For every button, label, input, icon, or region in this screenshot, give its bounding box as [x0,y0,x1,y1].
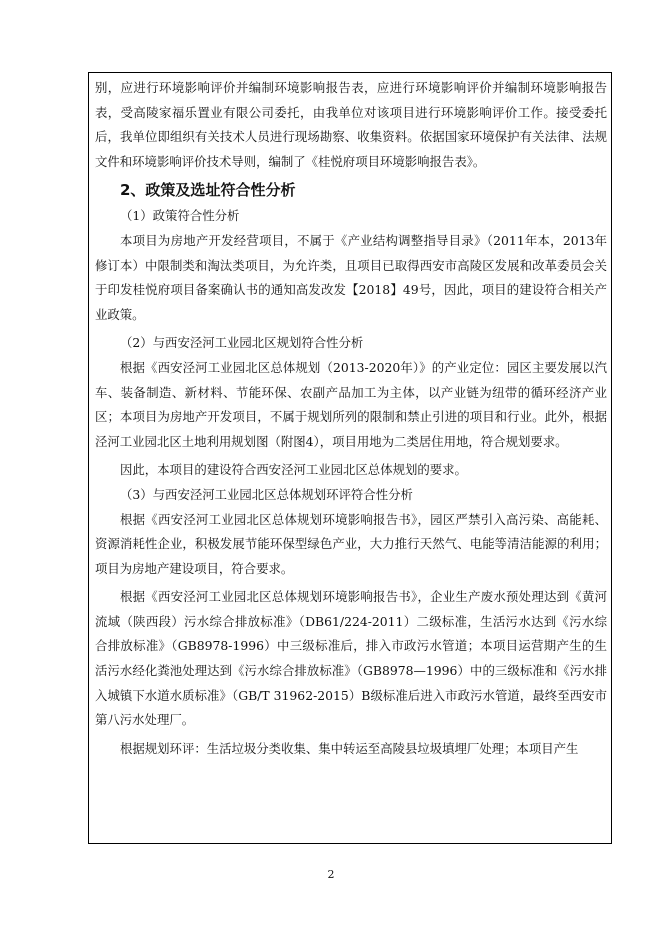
section-heading-policy-siting: 2、政策及选址符合性分析 [120,181,296,200]
paragraph-plan-eia-industry: 根据《西安泾河工业园北区总体规划环境影响报告书》，园区严禁引入高污染、高能耗、资源消耗性企业，积极发展节能环保型绿色产业，大力推行天然气、电能等清洁能源的利用；项目为房地产建设项目，符合要求。 [95,511,607,576]
page-number: 2 [327,868,335,881]
paragraph-plan-eia-solid-waste: 根据规划环评：生活垃圾分类收集、集中转运至高陵县垃圾填埋厂处理；本项目产生 [120,740,579,756]
paragraph-plan-eia-wastewater: 根据《西安泾河工业园北区总体规划环境影响报告书》，企业生产废水预处理达到《黄河流域（陕西段）污水综合排放标准》（DB61/224-2011）二级标准，生活污水达到《污水综合排放标准》（GB8978-1996）中三级标准后，排入市政污水管道；本项目运营期产生的生活污水经化粪池处理达到《污水综合排放标准》（GB8978—1996）中的三级标准和《污水排入城镇下水道水质标准》（GB/T 31962-2015）B级标准后进入市政污水管道，最终至西安市第八污水处理厂。 [95,589,607,728]
subheading-plan-eia-compliance: （3）与西安泾河工业园北区总体规划环评符合性分析 [120,486,413,502]
paragraph-policy-compliance: 本项目为房地产开发经营项目，不属于《产业结构调整指导目录》（2011年本，2013年修订本）中限制类和淘汰类项目，为允许类，且项目已取得西安市高陵区发展和改革委员会关于印发桂悦府项目备案确认书的通知高发改发【2018】49号，因此，项目的建设符合相关产业政策。 [95,232,607,322]
document-body [95,76,607,761]
subheading-policy-compliance: （1）政策符合性分析 [120,208,240,224]
paragraph-park-plan-conclusion: 因此，本项目的建设符合西安泾河工业园北区总体规划的要求。 [120,462,467,478]
paragraph-intro-continued: 别，应进行环境影响评价并编制环境影响报告表，应进行环境影响评价并编制环境影响报告表，受高陵家福乐置业有限公司委托，由我单位对该项目进行环境影响评价工作。接受委托后，我单位即组织有关技术人员进行现场勘察、收集资料。依据国家环境保护有关法律、法规文件和环境影响评价技术导则，编制了《桂悦府项目环境影响报告表》。 [95,80,607,169]
paragraph-park-plan-compliance: 根据《西安泾河工业园北区总体规划（2013-2020年）》的产业定位：园区主要发展以汽车、装备制造、新材料、节能环保、农副产品加工为主体，以产业链为纽带的循环经济产业区；本项目为房地产开发项目，不属于规划所列的限制和禁止引进的项目和行业。此外，根据泾河工业园北区土地利用规划图（附图4），项目用地为二类居住用地，符合规划要求。 [95,359,607,449]
subheading-park-plan-compliance: （2）与西安泾河工业园北区规划符合性分析 [120,335,364,351]
